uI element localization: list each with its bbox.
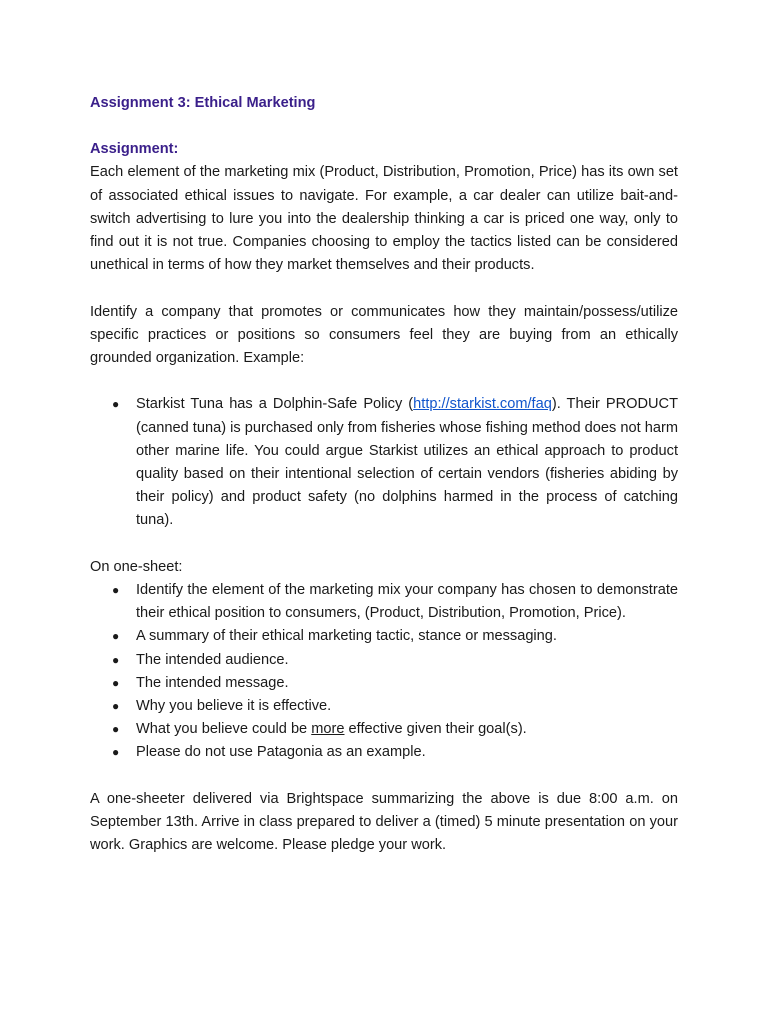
bullet-icon: ● <box>112 397 120 412</box>
example-list <box>90 393 678 532</box>
list-item <box>90 718 678 741</box>
bullet-icon: ● <box>112 722 120 737</box>
bullet-icon: ● <box>112 699 120 714</box>
list-item-text: The intended audience. <box>136 651 289 668</box>
list-item-text: Why you believe it is effective. <box>136 698 332 715</box>
list-item-text: The intended message. <box>136 674 289 691</box>
bullet-icon: ● <box>112 745 120 760</box>
list-item-text: Please do not use Patagonia as an example. <box>136 744 426 761</box>
one-sheet-list <box>90 579 678 765</box>
bullet-icon: ● <box>112 652 120 667</box>
example-text-before: Starkist Tuna has a Dolphin-Safe Policy ( <box>136 396 414 413</box>
example-item <box>90 393 678 532</box>
list-item <box>90 741 678 764</box>
one-sheet-label: On one-sheet: <box>90 558 183 575</box>
list-item-text: A summary of their ethical marketing tactic, stance or messaging. <box>136 628 557 645</box>
intro-paragraph: Each element of the marketing mix (Product, Distribution, Promotion, Price) has its own set of associated ethical issues to navigate. For example, a car dealer can utilize bait-and-switch advertising to lure you into the dealership thinking a car is priced one way, only to find out it is not true. Companies choosing to employ the tactics listed can be considered unethical in terms of how they market themselves and their products. <box>90 164 678 274</box>
list-item <box>90 672 678 695</box>
list-item-text-after: effective given their goal(s). <box>344 721 527 738</box>
list-item <box>90 695 678 718</box>
identify-paragraph: Identify a company that promotes or communicates how they maintain/possess/utilize specific practices or positions so consumers feel they are buying from an ethically grounded organization. Example: <box>90 303 678 367</box>
underlined-word: more <box>311 721 345 738</box>
list-item-text: Identify the element of the marketing mix your company has chosen to demonstrate their ethical position to consumers, (Product, Distribution, Promotion, Price). <box>136 582 678 622</box>
bullet-icon: ● <box>112 675 120 690</box>
starkist-faq-link[interactable]: http://starkist.com/faq <box>413 396 552 413</box>
list-item-text-before: What you believe could be <box>136 721 312 738</box>
list-item <box>90 579 678 625</box>
list-item <box>90 625 678 648</box>
example-text-after: ). Their PRODUCT (canned tuna) is purchased only from fisheries whose fishing method does not harm other marine life. You could argue Starkist utilizes an ethical approach to product quality based on their intentional selection of certain vendors (fisheries abiding by their policy) and product safety (no dolphins harmed in the process of catching tuna). <box>136 396 678 529</box>
bullet-icon: ● <box>112 583 120 598</box>
list-item <box>90 649 678 672</box>
document-page <box>90 92 678 857</box>
document-title: Assignment 3: Ethical Marketing <box>90 95 316 111</box>
closing-paragraph: A one-sheeter delivered via Brightspace summarizing the above is due 8:00 a.m. on September 13th. Arrive in class prepared to deliver a (timed) 5 minute presentation on your work. Graphics are welcome. Please pledge your work. <box>90 790 678 854</box>
assignment-heading: Assignment: <box>90 141 179 158</box>
bullet-icon: ● <box>112 629 120 644</box>
